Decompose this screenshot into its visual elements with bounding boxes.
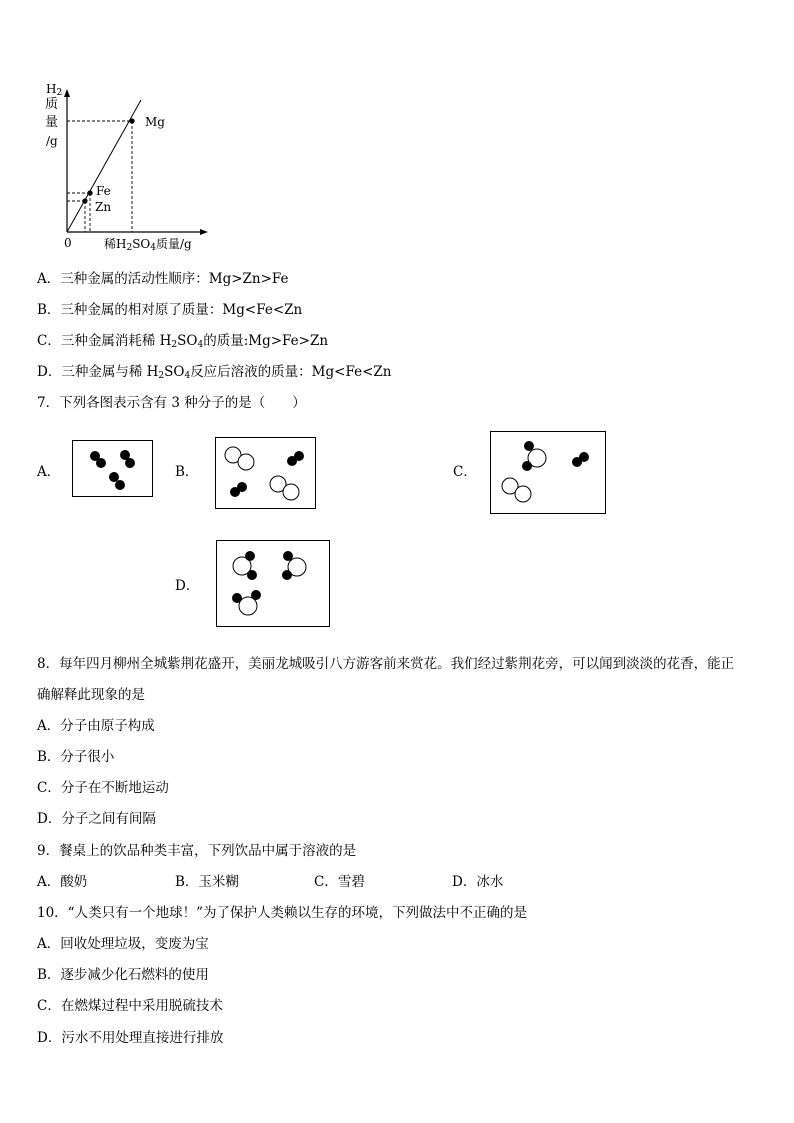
q7-label-b: B． [175, 464, 199, 480]
y-axis-label-char2: 量 [45, 115, 59, 130]
q9-option-d: D．冰水 [452, 874, 504, 890]
y-axis-unit: /g [46, 134, 58, 148]
q8-option-d: D．分子之间有间隔 [37, 811, 156, 827]
q9-option-b: B．玉米糊 [175, 874, 239, 890]
q7-diagram-d [216, 540, 330, 627]
y-axis-arrow [64, 89, 70, 97]
q6-option-a: A．三种金属的活动性顺序：Mg>Zn>Fe [37, 271, 289, 287]
q10-option-b: B．逐步减少化石燃料的使用 [37, 967, 209, 983]
q9-option-a: A．酸奶 [37, 874, 88, 890]
q10-stem: 10．“人类只有一个地球！”为了保护人类赖以生存的环境，下列做法中不正确的是 [37, 905, 527, 921]
q6-option-c: C．三种金属消耗稀 $H_2SO_4$的质量:Mg>Fe>Zn [37, 333, 329, 350]
q7-diagram-a [72, 440, 153, 497]
q7-label-d: D． [175, 578, 200, 594]
q10-option-a: A．回收处理垃圾，变废为宝 [37, 936, 209, 952]
y-axis-label-char1: 质 [45, 97, 59, 112]
q7-stem: 7．下列各图表示含有 3 种分子的是（ ） [37, 395, 306, 411]
fe-point [87, 190, 92, 195]
mg-label: Mg [145, 115, 165, 129]
x-axis-label: 稀$H_2SO_4$质量/g [104, 237, 192, 253]
mg-point [129, 118, 134, 123]
origin-label: 0 [64, 236, 72, 250]
q8-option-b: B．分子很小 [37, 749, 115, 765]
x-axis-arrow [200, 229, 208, 235]
graph-plot [0, 0, 220, 253]
y-axis-label: $H_2$ [46, 82, 63, 98]
q8-stem-line2: 确解释此现象的是 [37, 687, 145, 703]
q8-stem-line1: 8．每年四月柳州全城紫荆花盛开，美丽龙城吸引八方游客前来赏花。我们经过紫荆花旁，可以闻到淡淡的花香，能正 [37, 656, 735, 672]
q7-label-c: C． [453, 464, 477, 480]
q7-diagram-b [215, 437, 316, 509]
q8-option-c: C．分子在不断地运动 [37, 780, 169, 796]
q6-option-d: D．三种金属与稀 $H_2SO_4$反应后溶液的质量：Mg<Fe<Zn [37, 364, 392, 381]
q10-option-d: D．污水不用处理直接进行排放 [37, 1030, 224, 1046]
zn-point [82, 198, 87, 203]
q7-diagram-c [490, 431, 606, 514]
fe-label: Fe [96, 184, 111, 198]
q10-option-c: C．在燃煤过程中采用脱硫技术 [37, 998, 223, 1014]
q6-option-b: B．三种金属的相对原了质量：Mg<Fe<Zn [37, 302, 303, 318]
zn-label: Zn [95, 200, 112, 214]
q7-label-a: A． [37, 464, 61, 480]
q9-stem: 9．餐桌上的饮品种类丰富，下列饮品中属于溶液的是 [37, 843, 357, 859]
q9-option-c: C．雪碧 [314, 874, 365, 890]
q8-option-a: A．分子由原子构成 [37, 718, 155, 734]
